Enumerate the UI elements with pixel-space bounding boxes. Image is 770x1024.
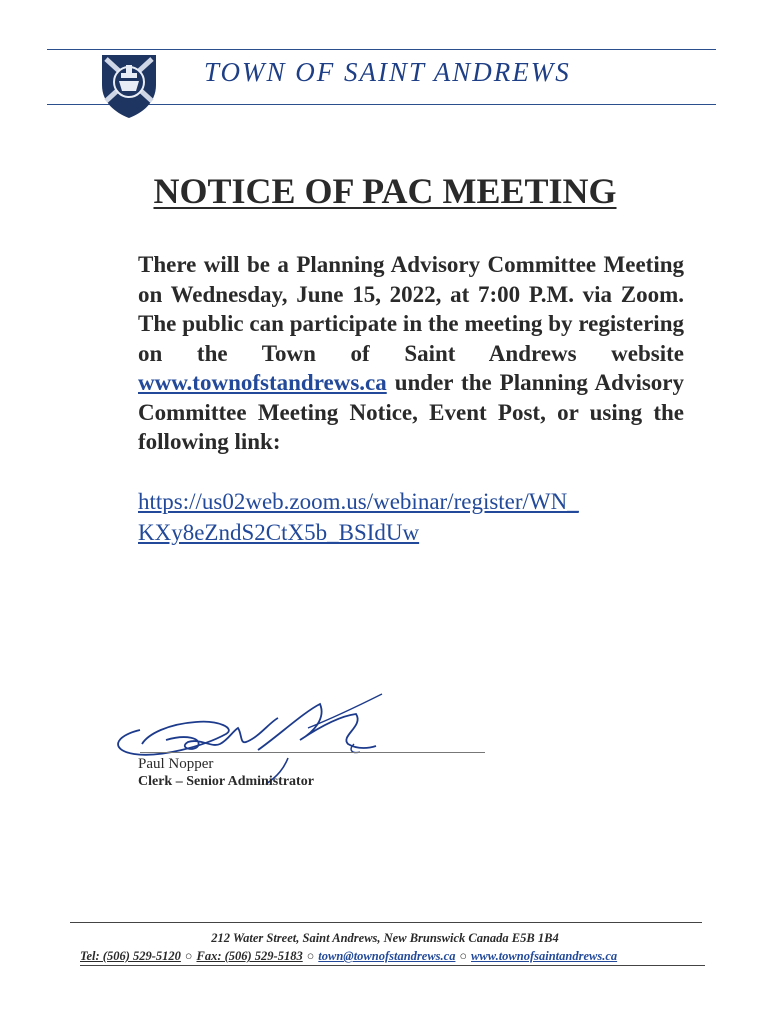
notice-title-text: NOTICE OF PAC MEETING [153, 171, 617, 211]
body-text-part2: under the Planning Advisory Committee Meeting Notice, Event Post, or using the following link: [138, 370, 685, 454]
shield-crest-icon [100, 51, 158, 119]
signer-name: Paul Nopper [138, 756, 214, 772]
zoom-registration-link[interactable] [138, 486, 658, 548]
letterhead-top-rule [47, 49, 716, 50]
notice-title [0, 170, 770, 212]
website-link[interactable]: www.townofstandrews.ca [138, 370, 387, 395]
footer-contacts [80, 949, 705, 966]
footer-tel: Tel: (506) 529-5120 [80, 949, 181, 963]
footer-address: 212 Water Street, Saint Andrews, New Brunswick Canada E5B 1B4 [211, 931, 559, 945]
footer-separator: ○ [459, 949, 468, 963]
footer-rule [70, 922, 702, 923]
handwritten-signature [108, 688, 498, 788]
footer-fax: Fax: (506) 529-5183 [196, 949, 303, 963]
footer-separator: ○ [184, 949, 193, 963]
zoom-link-line1[interactable]: https://us02web.zoom.us/webinar/register/WN_ [138, 489, 579, 514]
town-name-heading: TOWN OF SAINT ANDREWS [204, 57, 571, 87]
footer-website-link[interactable]: www.townofsaintandrews.ca [471, 949, 618, 963]
footer-email-link[interactable]: town@townofstandrews.ca [318, 949, 456, 963]
notice-body [138, 250, 684, 457]
signer-title: Clerk – Senior Administrator [138, 774, 314, 789]
signature-line [140, 752, 485, 753]
zoom-link-line2[interactable]: KXy8eZndS2CtX5b_BSIdUw [138, 520, 420, 545]
footer-separator: ○ [306, 949, 315, 963]
body-text-part1: There will be a Planning Advisory Committee Meeting on Wednesday, June 15, 2022, at 7:00 P.M. via Zoom. The public can participate in the meeting by registering on the Town of Saint Andrews website [138, 252, 684, 366]
